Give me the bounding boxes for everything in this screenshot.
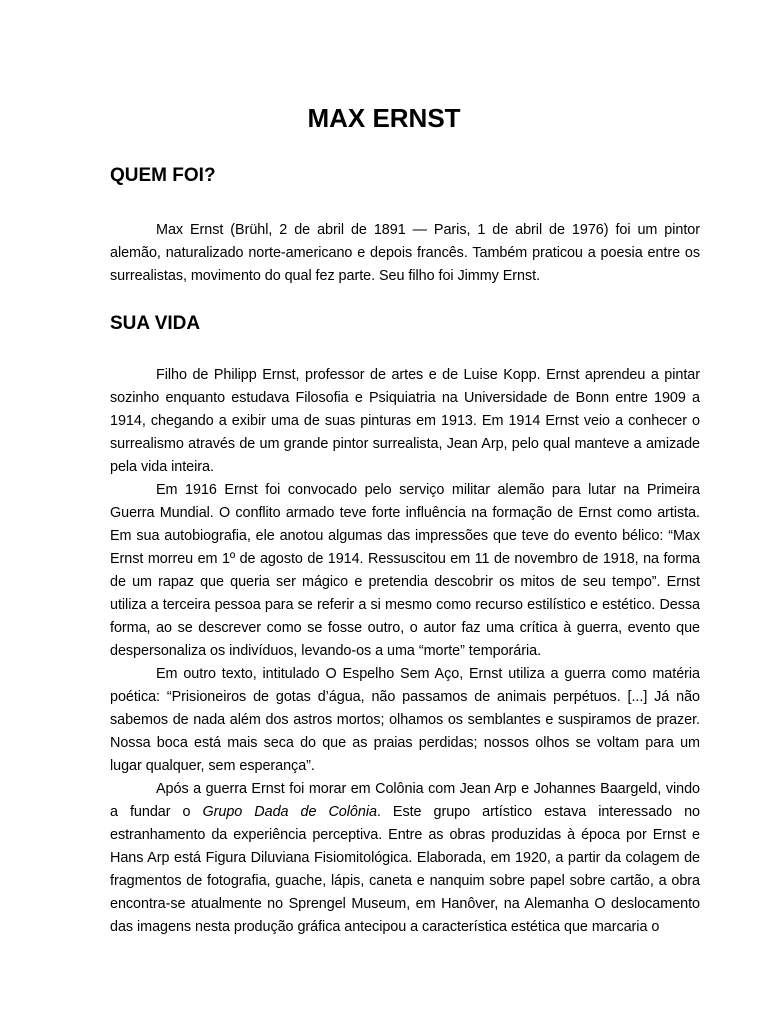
paragraph: Max Ernst (Brühl, 2 de abril de 1891 — Paris, 1 de abril de 1976) foi um pintor alemão, naturalizado norte-americano e depois francês. Também praticou a poesia entre os surrealistas, movimento do qual fez parte. Seu filho foi Jimmy Ernst. xyxy=(110,222,700,284)
section-heading-quem-foi: QUEM FOI? xyxy=(110,165,216,186)
paragraph xyxy=(110,778,700,939)
section-body-sua-vida xyxy=(110,364,700,939)
paragraph: Em outro texto, intitulado O Espelho Sem Aço, Ernst utiliza a guerra como matéria poética: “Prisioneiros de gotas d’água, não passamos de animais perpétuos. [...] Já não sabemos de nada além dos astros mortos; olhamos os semblantes e suspiramos de prazer. Nossa boca está mais seca do que as praias perdidas; nossos olhos se voltam para um lugar qualquer, sem esperança”. xyxy=(110,666,700,774)
italic-group-name: Grupo Dada de Colônia xyxy=(202,804,377,820)
paragraph: Em 1916 Ernst foi convocado pelo serviço militar alemão para lutar na Primeira Guerra Mundial. O conflito armado teve forte influência na formação de Ernst como artista. Em sua autobiografia, ele anotou algumas das impressões que teve do evento bélico: “Max Ernst morreu em 1º de agosto de 1914. Ressuscitou em 11 de novembro de 1918, na forma de um rapaz que queria ser mágico e pretendia descobrir os mitos de seu tempo”. Ernst utiliza a terceira pessoa para se referir a si mesmo como recurso estilístico e estético. Dessa forma, ao se descrever como se fosse outro, o autor faz uma crítica à guerra, evento que despersonaliza os indivíduos, levando-os a uma “morte” temporária. xyxy=(110,482,700,659)
paragraph: Filho de Philipp Ernst, professor de artes e de Luise Kopp. Ernst aprendeu a pintar sozinho enquanto estudava Filosofia e Psiquiatria na Universidade de Bonn entre 1909 a 1914, chegando a exibir uma de suas pinturas em 1913. Em 1914 Ernst veio a conhecer o surrealismo através de um grande pintor surrealista, Jean Arp, pelo qual manteve a amizade pela vida inteira. xyxy=(110,367,700,475)
document-title: MAX ERNST xyxy=(307,103,461,133)
section-heading-sua-vida: SUA VIDA xyxy=(110,313,201,334)
paragraph-text: Após a guerra Ernst foi morar em Colônia com Jean Arp e Johannes Baargeld, vindo a fundar o xyxy=(110,781,700,820)
paragraph-text: . Este grupo artístico estava interessado no estranhamento da experiência perceptiva. Entre as obras produzidas à época por Ernst e Hans Arp está Figura Diluviana Fisiomitológica. Elaborada, em 1920, a partir da colagem de fragmentos de fotografia, guache, lápis, caneta e nanquim sobre papel sobre cartão, a obra encontra-se atualmente no Sprengel Museum, em Hanôver, na Alemanha O deslocamento das imagens nesta produção gráfica antecipou a característica estética que marcaria o xyxy=(110,804,700,935)
section-body-quem-foi xyxy=(110,219,700,288)
